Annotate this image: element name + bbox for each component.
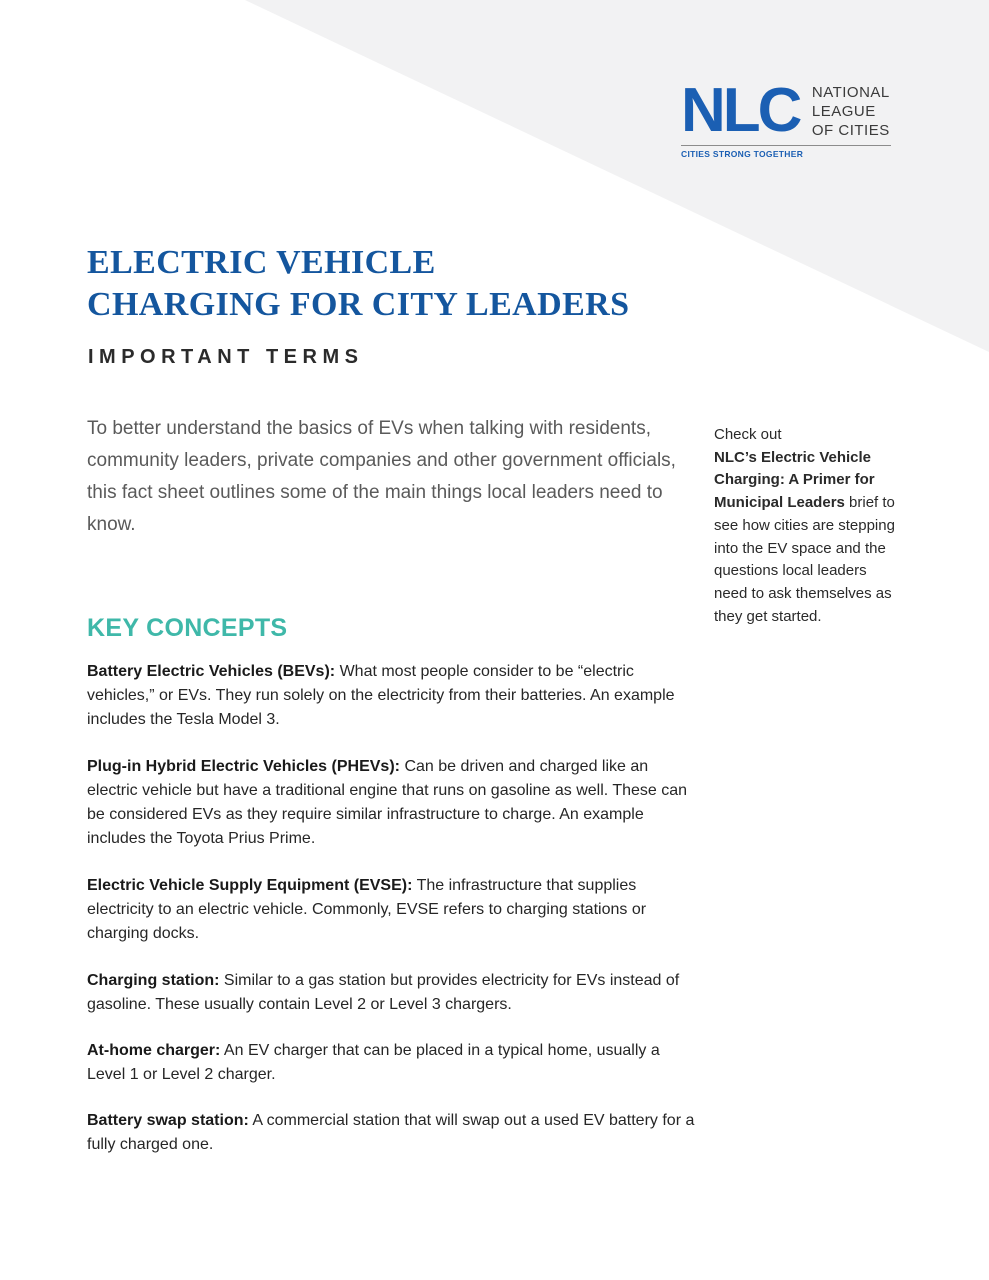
logo-tagline: CITIES STRONG TOGETHER — [681, 149, 804, 159]
sidebar-brief-link[interactable]: NLC’s Electric Vehicle Charging: A Primer for Municipal Leaders — [714, 448, 875, 512]
sidebar-suffix: brief to see how cities are stepping into the EV space and the questions local leaders need to ask themselves as they get started. — [714, 494, 895, 625]
term-item — [87, 969, 697, 1017]
section-heading: KEY CONCEPTS — [87, 614, 288, 642]
logo-word: OF CITIES — [811, 122, 890, 139]
term-definition: The infrastructure that supplies electricity to an electric vehicle. Commonly, EVSE refers to charging stations or charging docks. — [87, 877, 647, 942]
term-item — [87, 1109, 697, 1157]
sidebar-prefix: Check out — [714, 426, 782, 443]
page-title — [87, 242, 629, 326]
logo-divider — [681, 145, 891, 146]
logo-word: LEAGUE — [811, 103, 876, 120]
intro-paragraph: To better understand the basics of EVs when talking with residents, community leaders, private companies and other government officials, this fact sheet outlines some of the main things local leaders need to know. — [87, 418, 676, 535]
page-title-line: CHARGING FOR CITY LEADERS — [87, 286, 630, 323]
term-item — [87, 660, 697, 732]
term-label: Electric Vehicle Supply Equipment (EVSE): — [87, 877, 413, 894]
term-label: Battery Electric Vehicles (BEVs): — [87, 663, 336, 680]
nlc-logo[interactable] — [681, 76, 911, 159]
term-label: Plug-in Hybrid Electric Vehicles (PHEVs): — [87, 758, 400, 775]
logo-wordmark — [812, 83, 890, 140]
term-definition: Similar to a gas station but provides electricity for EVs instead of gasoline. These usually contain Level 2 or Level 3 chargers. — [87, 972, 680, 1013]
logo-word: NATIONAL — [811, 84, 890, 101]
logo-mark: NLC — [681, 76, 800, 145]
term-item — [87, 1039, 697, 1087]
term-item — [87, 874, 697, 946]
page-title-line: ELECTRIC VEHICLE — [87, 244, 436, 281]
term-item — [87, 755, 697, 851]
term-label: At-home charger: — [87, 1042, 221, 1059]
term-definition: An EV charger that can be placed in a typical home, usually a Level 1 or Level 2 charger. — [87, 1042, 660, 1083]
term-definition: What most people consider to be “electric vehicles,” or EVs. They run solely on the electricity from their batteries. An example includes the Tesla Model 3. — [87, 663, 675, 728]
term-definition: Can be driven and charged like an electric vehicle but have a traditional engine that runs on gasoline as well. These can be considered EVs as they require similar infrastructure to charge. An example includes the Toyota Prius Prime. — [87, 758, 688, 847]
page-subtitle: IMPORTANT TERMS — [88, 346, 364, 368]
term-label: Battery swap station: — [87, 1112, 249, 1129]
term-definition: A commercial station that will swap out a used EV battery for a fully charged one. — [87, 1112, 695, 1153]
term-label: Charging station: — [87, 972, 220, 989]
sidebar-callout — [714, 424, 904, 628]
